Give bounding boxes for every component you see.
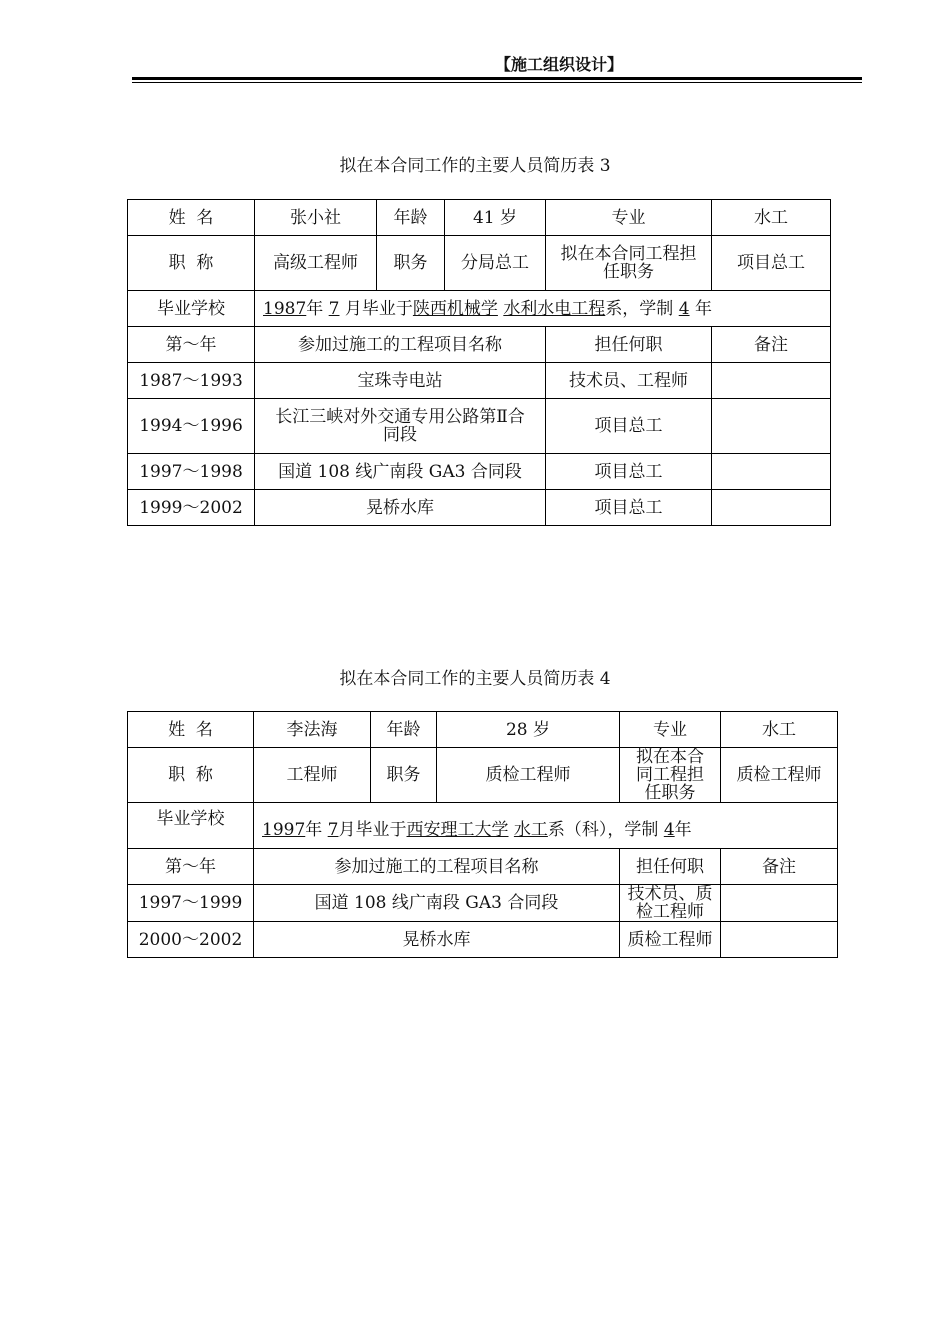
project-header: 参加过施工的工程项目名称 <box>254 849 620 885</box>
post-value: 质检工程师 <box>437 748 620 803</box>
age-value: 41 岁 <box>445 200 546 236</box>
period-cell: 1999～2002 <box>128 490 255 526</box>
grad-school: 西安理工大学 <box>406 819 509 840</box>
remark-cell <box>721 885 838 922</box>
grad-year: 1987 <box>263 298 307 319</box>
grad-dept: 水利水电工程 <box>503 298 606 319</box>
position-cell: 项目总工 <box>546 399 712 454</box>
period-cell: 1997～1999 <box>128 885 254 922</box>
position-header: 担任何职 <box>546 327 712 363</box>
project-cell: 国道 108 线广南段 GA3 合同段 <box>254 885 620 922</box>
table-header-row <box>128 327 831 363</box>
major-value: 水工 <box>721 712 838 748</box>
resume-table-4 <box>127 711 838 958</box>
table-row <box>128 885 838 922</box>
remark-cell <box>712 363 831 399</box>
period-header: 第～年 <box>128 327 255 363</box>
period-cell: 1987～1993 <box>128 363 255 399</box>
grad-year: 1997 <box>262 819 306 840</box>
header-rule-thin <box>132 82 862 83</box>
name-value: 张小社 <box>255 200 377 236</box>
grad-dept: 水工 <box>513 819 548 840</box>
title-value: 工程师 <box>254 748 371 803</box>
grad-info <box>254 803 838 849</box>
header-rule-thick <box>132 77 862 80</box>
grad-month: 7 <box>327 819 339 840</box>
project-cell: 晃桥水库 <box>254 922 620 958</box>
age-value: 28 岁 <box>437 712 620 748</box>
project-header: 参加过施工的工程项目名称 <box>255 327 546 363</box>
grad-text: 年 <box>674 819 692 840</box>
table-row <box>128 454 831 490</box>
remark-header: 备注 <box>712 327 831 363</box>
title-label: 职 称 <box>128 748 254 803</box>
grad-month: 7 <box>328 298 340 319</box>
grad-years: 4 <box>663 819 675 840</box>
age-label: 年龄 <box>371 712 437 748</box>
resume-table-3 <box>127 199 831 526</box>
role-value: 项目总工 <box>712 236 831 291</box>
table-row <box>128 399 831 454</box>
header-title: 【施工组织设计】 <box>495 55 624 74</box>
grad-text: 月毕业于 <box>344 298 413 319</box>
table1-title: 拟在本合同工作的主要人员简历表 3 <box>339 156 611 176</box>
table2-title: 拟在本合同工作的主要人员简历表 4 <box>339 669 611 689</box>
name-label: 姓 名 <box>128 200 255 236</box>
grad-label: 毕业学校 <box>128 291 255 327</box>
project-cell: 国道 108 线广南段 GA3 合同段 <box>255 454 546 490</box>
post-label: 职务 <box>371 748 437 803</box>
name-label: 姓 名 <box>128 712 254 748</box>
table-header-row <box>128 849 838 885</box>
age-label: 年龄 <box>377 200 445 236</box>
table-row <box>128 490 831 526</box>
post-label: 职务 <box>377 236 445 291</box>
grad-school: 陕西机械学 <box>412 298 498 319</box>
name-value: 李法海 <box>254 712 371 748</box>
table-row <box>128 803 838 849</box>
position-cell: 项目总工 <box>546 454 712 490</box>
grad-years: 4 <box>678 298 690 319</box>
remark-header: 备注 <box>721 849 838 885</box>
grad-text: 系，学制 <box>605 298 674 319</box>
period-cell: 2000～2002 <box>128 922 254 958</box>
major-label: 专业 <box>546 200 712 236</box>
remark-cell <box>721 922 838 958</box>
major-label: 专业 <box>620 712 721 748</box>
position-header: 担任何职 <box>620 849 721 885</box>
remark-cell <box>712 399 831 454</box>
role-label: 拟在本合同工程担任职务 <box>620 748 721 803</box>
grad-info <box>255 291 831 327</box>
table-row <box>128 748 838 803</box>
title-label: 职 称 <box>128 236 255 291</box>
post-value: 分局总工 <box>445 236 546 291</box>
role-label: 拟在本合同工程担任职务 <box>546 236 712 291</box>
table-row <box>128 712 838 748</box>
title-value: 高级工程师 <box>255 236 377 291</box>
remark-cell <box>712 454 831 490</box>
position-cell: 项目总工 <box>546 490 712 526</box>
project-cell: 晃桥水库 <box>255 490 546 526</box>
remark-cell <box>712 490 831 526</box>
position-cell: 质检工程师 <box>620 922 721 958</box>
table-row <box>128 922 838 958</box>
period-cell: 1994～1996 <box>128 399 255 454</box>
grad-text: 月毕业于 <box>338 819 407 840</box>
major-value: 水工 <box>712 200 831 236</box>
period-header: 第～年 <box>128 849 254 885</box>
table-row <box>128 291 831 327</box>
project-cell: 宝珠寺电站 <box>255 363 546 399</box>
role-value: 质检工程师 <box>721 748 838 803</box>
period-cell: 1997～1998 <box>128 454 255 490</box>
grad-text: 年 <box>305 819 323 840</box>
grad-text: 年 <box>306 298 324 319</box>
grad-text: 系（科），学制 <box>547 819 659 840</box>
project-cell: 长江三峡对外交通专用公路第Ⅱ合同段 <box>255 399 546 454</box>
table-row <box>128 363 831 399</box>
table-row <box>128 200 831 236</box>
position-cell: 技术员、质检工程师 <box>620 885 721 922</box>
position-cell: 技术员、工程师 <box>546 363 712 399</box>
table-row <box>128 236 831 291</box>
grad-label: 毕业学校 <box>128 803 254 849</box>
grad-text: 年 <box>694 298 712 319</box>
